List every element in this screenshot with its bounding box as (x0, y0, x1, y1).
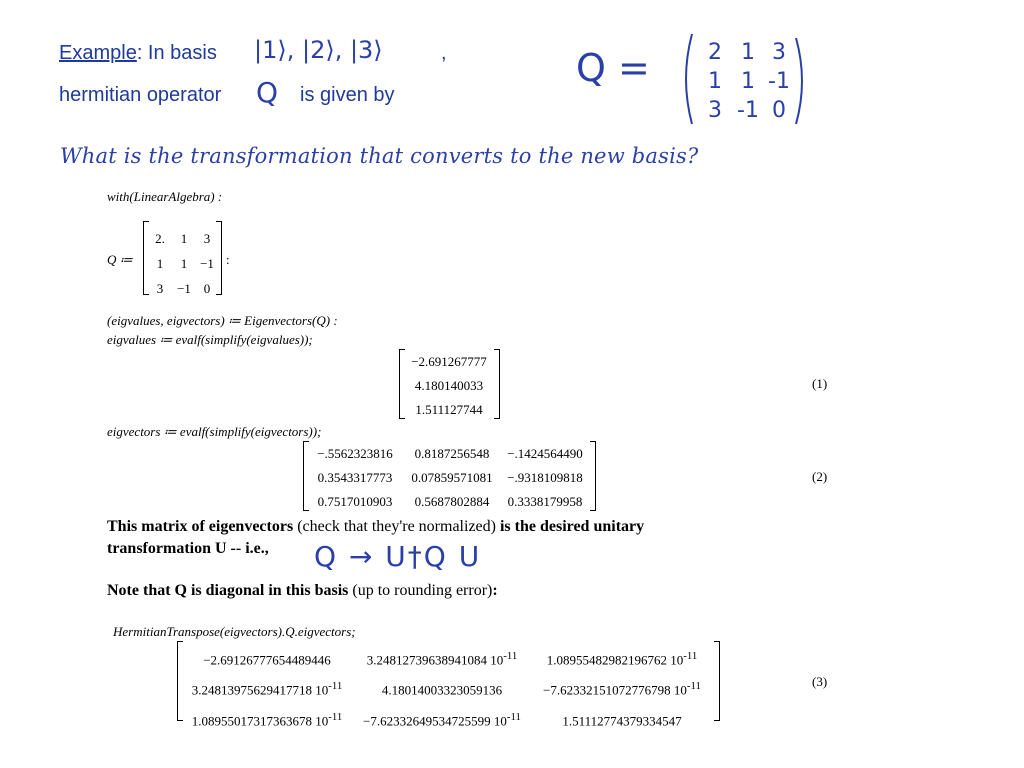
matrix-cell: 1 (708, 69, 722, 94)
matrix-cell: −.1424564490 (507, 446, 583, 461)
prose-normal-text: (check that they're normalized) (293, 518, 500, 535)
maple-eigvectors-command: eigvectors ≔ evalf(simplify(eigvectors)); (107, 424, 322, 439)
matrix-cell: 0 (772, 98, 786, 123)
maple-with-command: with(LinearAlgebra) : (107, 189, 223, 204)
matrix-cell: 0.3543317773 (317, 470, 393, 485)
matrix-cell: 1 (741, 69, 755, 94)
mantissa: 1.08955482982196762 10 (546, 652, 684, 668)
matrix-cell: 2 (708, 40, 722, 65)
matrix-cell: 0.5687802884 (414, 494, 490, 509)
matrix-cell (352, 643, 532, 673)
maple-q-colon: : (226, 252, 230, 267)
handwritten-matrix-row (696, 96, 796, 125)
mantissa: −7.62332649534725599 10 (363, 712, 507, 728)
exponent: -11 (328, 710, 343, 723)
eigvalues-vector (404, 350, 494, 422)
hermitian-operator-label: hermitian operator (59, 84, 222, 106)
eigvectors-right-bracket (590, 441, 596, 511)
prose-bold-text: transformation U -- i.e., (107, 540, 269, 557)
eigvalue-entry: −2.691267777 (411, 354, 487, 369)
matrix-cell: 3 (772, 40, 786, 65)
q-matrix-row (148, 226, 218, 251)
handwritten-matrix-body (696, 38, 796, 125)
maple-q-matrix (148, 226, 218, 301)
prose-paragraph-2 (107, 582, 498, 600)
prose-normal-text: (up to rounding error) (348, 582, 493, 599)
mantissa: 3.24812739638941084 10 (366, 652, 504, 668)
matrix-cell (182, 673, 352, 703)
example-label: Example (59, 42, 137, 64)
eigvalue-entry: 1.511127744 (415, 402, 483, 417)
matrix-cell (182, 704, 352, 734)
matrix-cell: −1 (200, 256, 214, 271)
exponent: -11 (328, 680, 343, 693)
handwritten-transformation: Q → U†Q U (314, 540, 482, 573)
mantissa: −2.69126777654489446 (203, 652, 331, 668)
matrix-cell: 0.7517010903 (317, 494, 393, 509)
matrix-cell (352, 673, 532, 703)
matrix-cell (532, 643, 712, 673)
matrix-cell: 3 (156, 281, 164, 296)
matrix-cell: 0 (203, 281, 211, 296)
matrix-cell: 0.07859571081 (411, 470, 493, 485)
matrix-cell: 0.3338179958 (507, 494, 583, 509)
header-comma: , (441, 42, 447, 64)
handwritten-matrix-row (696, 38, 796, 67)
is-given-by-label: is given by (300, 84, 395, 106)
result-row (182, 673, 712, 703)
matrix-cell (532, 704, 712, 734)
matrix-cell: -1 (768, 69, 790, 94)
matrix-cell: 1 (156, 256, 164, 271)
matrix-cell: 3 (708, 98, 722, 123)
eigvalues-right-bracket (494, 349, 500, 419)
matrix-cell: 3 (203, 231, 211, 246)
equation-label-2: (2) (812, 469, 828, 484)
exponent: -11 (506, 710, 521, 723)
q-matrix-row (148, 251, 218, 276)
exponent: -11 (683, 650, 698, 662)
question-text: What is the transformation that converts to the new basis? (60, 144, 699, 168)
matrix-cell: 1 (741, 40, 755, 65)
mantissa: 1.08955017317363678 10 (191, 712, 329, 728)
eigvectors-row (308, 442, 588, 466)
prose-bold-text: is the desired unitary (499, 518, 645, 535)
matrix-cell: −.5562323816 (317, 446, 393, 461)
result-matrix (182, 643, 712, 734)
mantissa: 1.51112774379334547 (562, 712, 682, 728)
mantissa: 3.24813975629417718 10 (191, 682, 329, 698)
matrix-cell: 1 (180, 231, 188, 246)
eigvectors-row (308, 466, 588, 490)
equation-label-1: (1) (812, 376, 828, 391)
eigvectors-matrix (308, 442, 588, 514)
handwritten-left-paren (678, 32, 698, 126)
matrix-cell: 0.8187256548 (414, 446, 490, 461)
matrix-cell (532, 673, 712, 703)
exponent: -11 (686, 680, 701, 693)
handwritten-q-symbol: Q (256, 76, 279, 109)
matrix-cell: 1 (180, 256, 188, 271)
result-right-bracket (714, 641, 720, 721)
mantissa: −7.62332151072776798 10 (543, 682, 687, 698)
prose-bold-text: Note that Q is diagonal in this basis (107, 582, 349, 599)
basis-prefix: : In basis (136, 42, 217, 64)
handwritten-q-equals: Q = (576, 46, 650, 90)
maple-eigvalues-command: eigvalues ≔ evalf(simplify(eigvalues)); (107, 332, 313, 347)
prose-bold-text: This matrix of eigenvectors (107, 518, 294, 535)
handwritten-matrix-row (696, 67, 796, 96)
prose-bold-text: : (492, 582, 498, 599)
result-row (182, 643, 712, 673)
mantissa: 4.18014003323059136 (381, 682, 503, 698)
matrix-cell: -1 (737, 98, 759, 123)
result-row (182, 704, 712, 734)
matrix-cell (352, 704, 532, 734)
exponent: -11 (503, 650, 518, 662)
matrix-cell: −1 (177, 281, 191, 296)
eigvalue-entry: 4.180140033 (414, 378, 484, 393)
maple-q-assign: Q ≔ (107, 252, 133, 267)
q-matrix-row (148, 276, 218, 301)
handwritten-basis-kets: |1⟩, |2⟩, |3⟩ (254, 36, 383, 64)
maple-eigenvectors-command: (eigvalues, eigvectors) ≔ Eigenvectors(Q) : (107, 313, 338, 328)
eigvectors-row (308, 490, 588, 514)
prose-paragraph-1-line-2 (107, 540, 269, 558)
header-line-2 (59, 84, 221, 107)
equation-label-3: (3) (812, 674, 828, 689)
header-line-1 (59, 42, 217, 65)
matrix-cell (182, 643, 352, 673)
matrix-cell: −.9318109818 (507, 470, 583, 485)
maple-hermitian-command: HermitianTranspose(eigvectors).Q.eigvectors; (113, 624, 356, 639)
prose-paragraph-1 (107, 518, 807, 536)
matrix-cell: 2. (155, 231, 165, 246)
